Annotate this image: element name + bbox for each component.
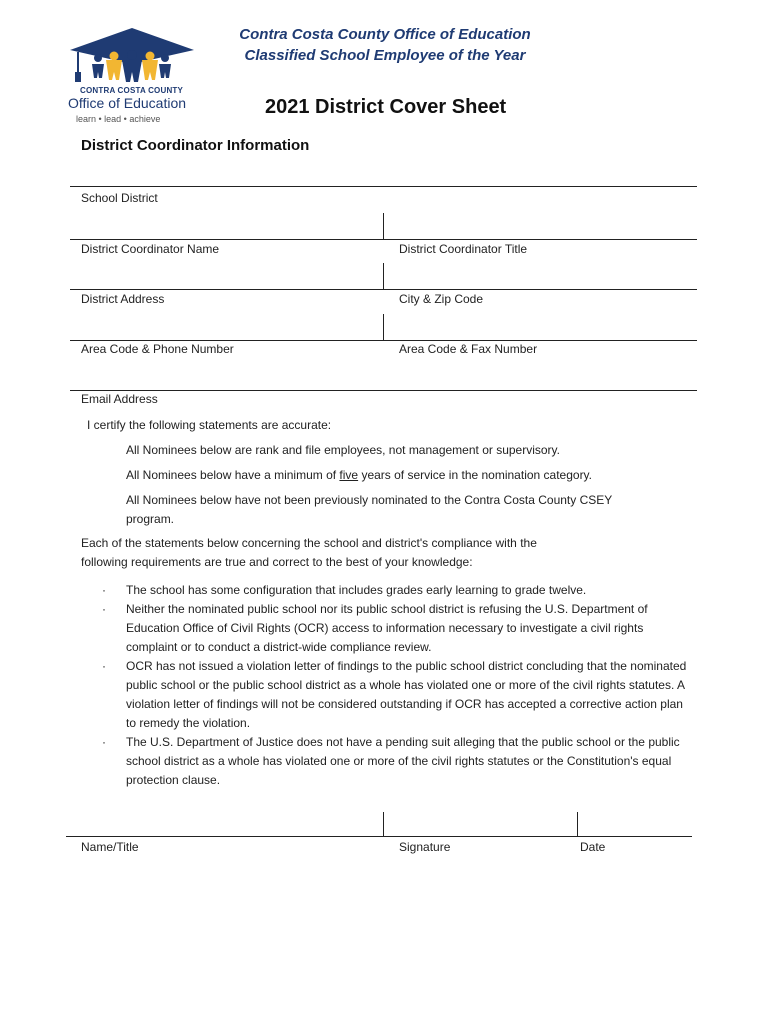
s2-pre: All Nominees below have a minimum of bbox=[126, 468, 340, 482]
header-line2: Classified School Employee of the Year bbox=[244, 47, 526, 64]
certify-statement-3: All Nominees below have not been previously nominated to the Contra Costa County CSEY program. bbox=[126, 493, 613, 526]
school-district-label: School District bbox=[81, 191, 158, 205]
header-line1: Contra Costa County Office of Education bbox=[239, 26, 531, 43]
list-item-text: Neither the nominated public school nor its public school district is refusing the U.S. Department of Education Office of Civil Rights (OCR) access to information necessary to investigate a civil rights complaint or to conduct a district-wide compliance review. bbox=[126, 602, 648, 654]
list-item-text: The U.S. Department of Justice does not have a pending suit alleging that the public school or the public school district as a whole has violated one or more of the civil rights statutes or the Constitution's equal protection clause. bbox=[126, 735, 680, 787]
certify-intro: I certify the following statements are accurate: bbox=[87, 418, 332, 432]
bullet: · bbox=[102, 735, 106, 749]
list-item bbox=[100, 600, 690, 657]
logo bbox=[62, 26, 202, 128]
s2-underlined: five bbox=[339, 468, 359, 482]
form-line-top bbox=[70, 186, 697, 187]
divider bbox=[577, 812, 578, 836]
logo-line2: Office of Education bbox=[68, 95, 187, 111]
bullet: · bbox=[102, 659, 106, 673]
divider bbox=[383, 812, 384, 836]
logo-line1: CONTRA COSTA COUNTY bbox=[80, 86, 184, 95]
compliance-list bbox=[100, 581, 690, 790]
form-line bbox=[70, 340, 697, 341]
form-line bbox=[70, 390, 697, 391]
list-item-text: OCR has not issued a violation letter of findings to the public school district concluding that the nominated public school or the public school district as a whole has violated one or more of the civil rights statutes. A violation letter of findings will not be considered outstanding if OCR has accepted a corrective action plan to remedy the violation. bbox=[126, 659, 687, 730]
list-item bbox=[100, 581, 690, 600]
section-title: District Coordinator Information bbox=[81, 137, 310, 154]
district-address-label: District Address bbox=[81, 292, 165, 306]
coordinator-name-label: District Coordinator Name bbox=[81, 242, 220, 256]
date-label: Date bbox=[580, 840, 606, 854]
email-label: Email Address bbox=[81, 392, 158, 406]
signature-label: Signature bbox=[399, 840, 451, 854]
compliance-intro: Each of the statements below concerning the school and district's compliance with the following requirements are true and correct to the best of your knowledge: bbox=[81, 536, 537, 569]
certify-statement-2 bbox=[126, 466, 592, 485]
form-line bbox=[70, 289, 697, 290]
graduation-cap-figures-icon bbox=[62, 26, 202, 88]
form-line bbox=[70, 239, 697, 240]
city-zip-label: City & Zip Code bbox=[399, 292, 484, 306]
fax-label: Area Code & Fax Number bbox=[399, 342, 538, 356]
signature-line bbox=[66, 836, 692, 837]
list-item bbox=[100, 657, 690, 733]
divider bbox=[383, 213, 384, 239]
s2-post: years of service in the nomination category. bbox=[358, 468, 593, 482]
name-title-label: Name/Title bbox=[81, 840, 139, 854]
page-title: 2021 District Cover Sheet bbox=[265, 96, 507, 118]
logo-tagline: learn • lead • achieve bbox=[76, 114, 161, 124]
divider bbox=[383, 263, 384, 289]
phone-label: Area Code & Phone Number bbox=[81, 342, 234, 356]
bullet: · bbox=[102, 602, 106, 616]
bullet: · bbox=[102, 583, 106, 597]
coordinator-title-label: District Coordinator Title bbox=[399, 242, 528, 256]
list-item bbox=[100, 733, 690, 790]
list-item-text: The school has some configuration that includes grades early learning to grade twelve. bbox=[126, 583, 587, 597]
divider bbox=[383, 314, 384, 340]
certify-statement-1: All Nominees below are rank and file employees, not management or supervisory. bbox=[126, 443, 560, 457]
